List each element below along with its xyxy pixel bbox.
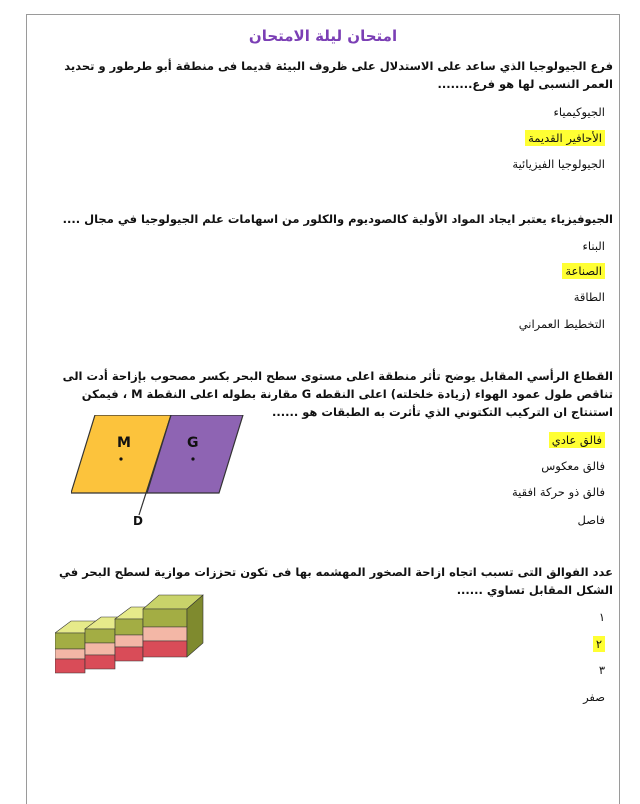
point-m <box>119 457 122 460</box>
label-d: D <box>133 514 143 525</box>
q2-option-1[interactable]: البناء <box>582 239 605 253</box>
q4-option-4[interactable]: صفر <box>583 690 605 704</box>
q2-option-3[interactable]: الطاقة <box>573 290 605 304</box>
q4-option-3[interactable]: ٣ <box>598 663 605 677</box>
q4-option-2[interactable] <box>593 637 605 651</box>
q1-option-2[interactable] <box>525 131 605 145</box>
q3-option-2[interactable]: فالق معكوس <box>541 459 605 473</box>
q3-option-1-label: فالق عادي <box>549 432 605 448</box>
q3-option-3[interactable]: فالق ذو حركة افقية <box>512 485 605 499</box>
point-g <box>191 457 194 460</box>
question-1-text: فرع الجيولوجيا الذي ساعد على الاستدلال على ظروف البيئة قديما فى منطقة أبو طرطور و تحديد العمر النسبى لها هو فرع........ <box>64 59 613 91</box>
stepped-blocks-diagram <box>55 589 215 675</box>
page-title: امتحان ليلة الامتحان <box>248 27 398 45</box>
question-3-text: القطاع الرأسي المقابل يوضح تأثر منطقة اعلى مستوى سطح البحر بكسر مصحوب بإزاحة أدت الى تناقص طول عمود الهواء (زيادة خلخلته) اعلى النقطه G مقارنة بطوله اعلى النقطة M ، فيمكن استنتاج ان التركيب التكتوني الذي تأثرت به الطبقات هو ...... <box>62 369 613 419</box>
question-2-text: الجيوفيزياء يعتبر ايجاد المواد الأولية كالصوديوم والكلور من اسهامات علم الجيولوجيا في مجال .... <box>62 212 613 226</box>
q1-option-1[interactable]: الجيوكيمياء <box>553 105 605 119</box>
q1-option-3[interactable]: الجيولوجيا الفيزيائية <box>512 157 605 171</box>
q3-option-1[interactable] <box>549 433 605 447</box>
fault-cross-section-diagram <box>71 415 251 525</box>
q2-option-2[interactable] <box>562 264 605 278</box>
q1-option-2-label: الأحافير القديمة <box>525 130 605 146</box>
q2-option-4[interactable]: التخطيط العمراني <box>518 317 605 331</box>
label-m: M <box>117 435 131 451</box>
q4-option-2-label: ٢ <box>593 636 605 652</box>
q4-option-1[interactable]: ١ <box>598 610 605 624</box>
exam-page <box>26 14 620 804</box>
q2-option-2-label: الصناعة <box>562 263 605 279</box>
question-4-text: عدد الفوالق التى تسبب اتجاه ازاحة الصخور المهشمه بها فى تكون تحززات موازية لسطح البحر في الشكل المقابل تساوي ...... <box>59 565 613 597</box>
q3-option-4[interactable]: فاصل <box>577 513 605 527</box>
label-g: G <box>187 435 199 451</box>
